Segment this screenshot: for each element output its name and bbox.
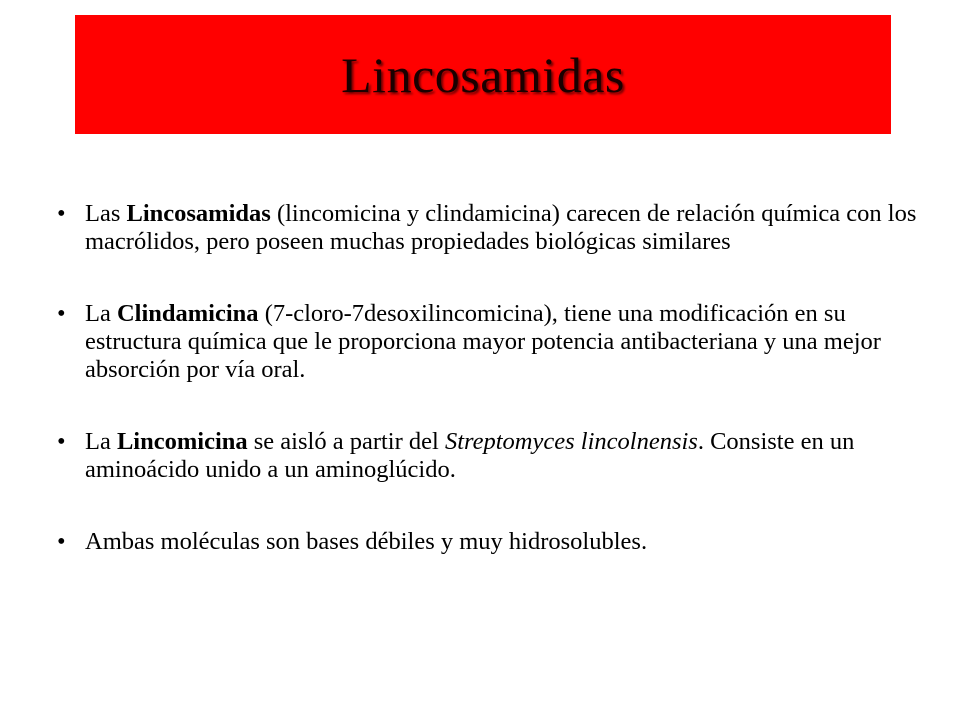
bullet-text: Ambas moléculas son bases débiles y muy hidrosolubles. xyxy=(85,528,648,555)
bullet-text-prefix: La xyxy=(85,300,117,327)
bullet-item-clindamicina xyxy=(57,300,917,384)
bullet-italic-term: Streptomyces lincolnensis xyxy=(444,428,698,455)
bullet-text-suffix: . Consiste en un aminoácido unido a un aminoglúcido. xyxy=(85,428,855,483)
bullet-bold-term: Lincosamidas xyxy=(126,200,271,227)
bullet-text-prefix: Las xyxy=(85,200,127,227)
bullet-item-ambas xyxy=(57,528,917,556)
bullet-text-prefix: La xyxy=(85,428,117,455)
bullet-icon: • xyxy=(57,428,66,455)
bullet-list xyxy=(57,200,917,600)
bullet-text: (lincomicina y clindamicina) carecen de relación química con los macrólidos, pero poseen muchas propiedades biológicas similares xyxy=(85,200,917,255)
bullet-item-lincomicina xyxy=(57,428,917,484)
bullet-icon: • xyxy=(57,200,66,227)
bullet-text: se aisló a partir del xyxy=(247,428,445,455)
bullet-bold-term: Clindamicina xyxy=(116,300,259,327)
slide-title: Lincosamidas xyxy=(341,46,625,103)
bullet-icon: • xyxy=(57,300,66,327)
bullet-text: (7-cloro-7desoxilincomicina), tiene una modificación en su estructura química que le proporciona mayor potencia antibacteriana y una mejor absorción por vía oral. xyxy=(85,300,881,383)
bullet-bold-term: Lincomicina xyxy=(116,428,248,455)
bullet-icon: • xyxy=(57,528,66,555)
title-banner xyxy=(75,15,891,134)
bullet-item-lincosamidas xyxy=(57,200,917,256)
